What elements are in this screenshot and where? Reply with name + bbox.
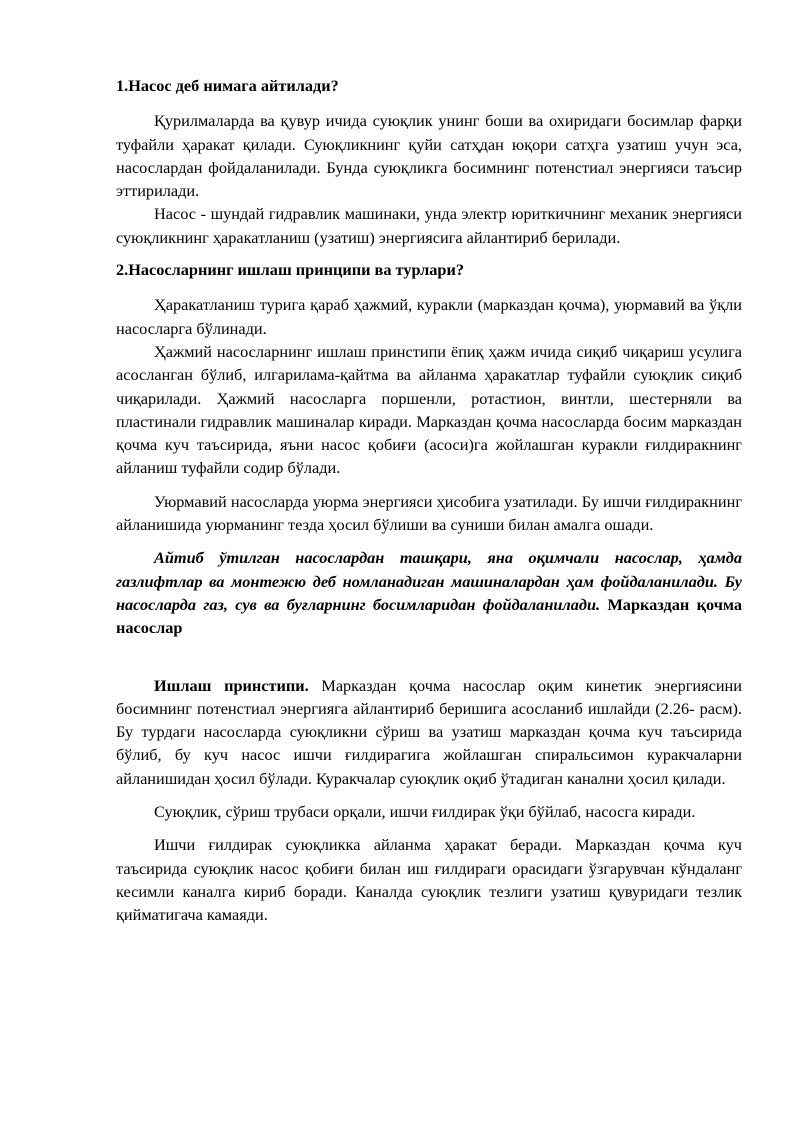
paragraph-pump-purpose: Қурилмаларда ва қувур ичида суюқлик унинг боши ва охиридаги босимлар фарқи туфайли ҳаракат қилади. Суюқликнинг қуйи сатҳдан юқори сатҳга узатиш учун эса, насослардан фойдаланилади. Бунда суюқликга босимнинг потенстиал энергияси таъсир эттирилади.	[116, 111, 742, 201]
heading-pump-principle: 2.Насосларнинг ишлаш принципи ва турлари?	[116, 260, 464, 280]
document-body	[116, 74, 742, 927]
working-principle-text: Марказдан қочма насослар оқим кинетик энергиясини босимнинг потенстиал энергияга айлантириб беришига асосланиб ишлайди (2.26- расм). Бу турдаги насосларда суюқликни сўриш ва узатиш марказдан қочма куч таъсирида бўлиб, бу куч насос ишчи ғилдирагига жойлашган спиральсимон куракчаларни айланишидан ҳосил бўлади. Куракчалар суюқлик оқиб ўтадиган канални ҳосил қилади.	[116, 675, 742, 788]
paragraph-vortex-pumps: Уюрмавий насосларда уюрма энергияси ҳисобига узатилади. Бу ишчи ғилдиракнинг айланишида уюрманинг тезда ҳосил бўлиши ва суниши билан амалга ошади.	[116, 491, 742, 535]
other-pumps-bold-italic-text: Айтиб ўтилган насослардан ташқари, яна оқимчали насослар, ҳамда газлифтлар ва монтежю деб номланадиган машиналардан ҳам фойдаланилади. Бу насосларда газ, сув ва буғларнинг босимларидан фойдаланилади.	[116, 548, 742, 614]
paragraph-pump-definition: Насос - шундай гидравлик машинаки, унда электр юриткичнинг механик энергияси суюқликнинг ҳаракатланиш (узатиш) энергиясига айлантириб берилади.	[116, 204, 742, 247]
paragraph-working-principle	[116, 674, 742, 790]
centrifugal-pumps-subheading: Марказдан қочма насослар	[116, 594, 743, 638]
heading-what-is-pump: 1.Насос деб нимага айтилади?	[116, 76, 339, 95]
paragraph-pump-types: Ҳаракатланиш турига қараб ҳажмий, куракли (марказдан қочма), уюрмавий ва ўқли насосларга бўлинади.	[116, 295, 742, 338]
working-principle-label: Ишлаш принстипи.	[154, 675, 309, 695]
paragraph-impeller: Ишчи ғилдирак суюқликка айланма ҳаракат беради. Марказдан қочма куч таъсирида суюқлик насос қобиғи билан иш ғилдираги орасидаги ўзгарувчан кўндаланг кесимли каналга кириб боради. Каналда суюқлик тезлиги узатиш қувуридаги тезлик қийматигача камаяди.	[116, 835, 742, 925]
paragraph-volumetric-pumps: Ҳажмий насосларнинг ишлаш принстипи ёпиқ ҳажм ичида сиқиб чиқариш усулига асосланган бўлиб, илгарилама-қайтма ва айланма ҳаракатлар туфайли суюқлик сиқиб чиқарилади. Ҳажмий насосларга поршенли, ротастион, винтли, шестерняли ва пластинали гидравлик машиналар киради. Марказдан қочма насосларда босим марказдан қочма куч таъсирида, яъни насос қобиғи (асоси)га жойлашган куракли ғилдиракнинг айланиш туфайли содир бўлади.	[116, 341, 742, 478]
paragraph-suction: Суюқлик, сўриш трубаси орқали, ишчи ғилдирак ўқи бўйлаб, насосга киради.	[154, 802, 696, 822]
paragraph-other-pumps	[116, 546, 742, 639]
